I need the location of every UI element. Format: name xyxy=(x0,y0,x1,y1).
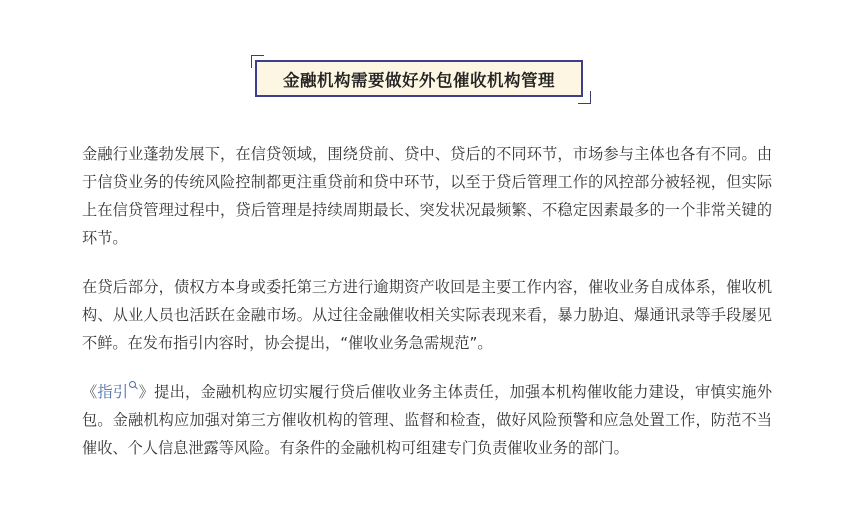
article-body xyxy=(82,140,772,483)
paragraph-3-text: 》提出，金融机构应切实履行贷后催收业务主体责任，加强本机构催收能力建设，审慎实施外包。金融机构应加强对第三方催收机构的管理、监督和检查，做好风险预警和应急处置工作，防范不当催收、个人信息泄露等风险。有条件的金融机构可组建专门负责催收业务的部门。 xyxy=(82,383,773,457)
guideline-link[interactable]: 指引 xyxy=(97,383,129,401)
paragraph-3 xyxy=(82,378,772,462)
article-title-box xyxy=(255,60,583,97)
paragraph-3-prefix: 《 xyxy=(82,383,98,401)
paragraph-2: 在贷后部分，债权方本身或委托第三方进行逾期资产收回是主要工作内容，催收业务自成体系，催收机构、从业人员也活跃在金融市场。从过往金融催收相关实际表现来看，暴力胁迫、爆通讯录等手段屡见不鲜。在发布指引内容时，协会提出，“催收业务急需规范”。 xyxy=(82,278,772,352)
search-icon[interactable] xyxy=(129,381,136,388)
article-title: 金融机构需要做好外包催收机构管理 xyxy=(283,70,555,90)
article-title-frame xyxy=(251,55,591,104)
paragraph-1: 金融行业蓬勃发展下，在信贷领域，围绕贷前、贷中、贷后的不同环节，市场参与主体也各有不同。由于信贷业务的传统风险控制都更注重贷前和贷中环节，以至于贷后管理工作的风控部分被轻视，但实际上在信贷管理过程中，贷后管理是持续周期最长、突发状况最频繁、不稳定因素最多的一个非常关键的环节。 xyxy=(82,145,772,247)
